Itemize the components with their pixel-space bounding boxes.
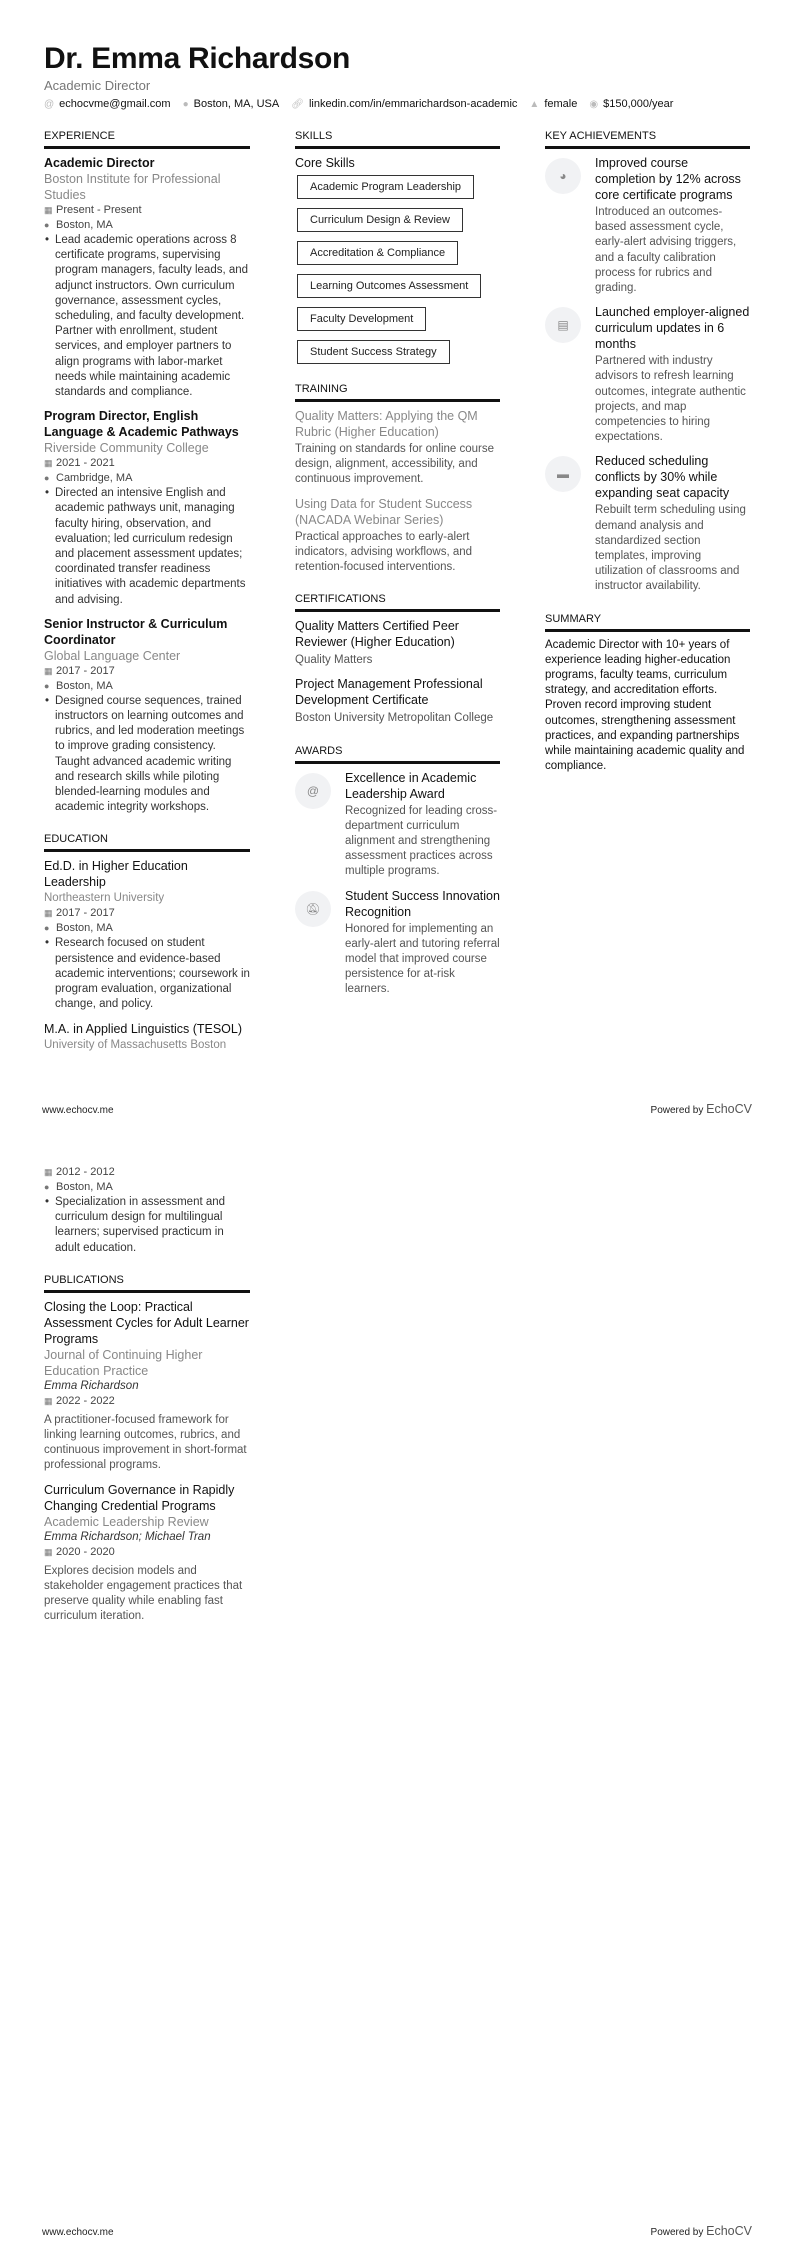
location-icon: ● xyxy=(182,99,189,110)
link-icon: 🔗︎ xyxy=(291,99,304,110)
contact-location: ● Boston, MA, USA xyxy=(182,98,280,110)
location-icon: ● xyxy=(44,1182,50,1192)
school: Northeastern University xyxy=(44,892,165,905)
person-icon: ▲ xyxy=(529,99,540,110)
certification-item: Project Management Professional Development Certificate Boston University Metropolitan College xyxy=(295,677,494,725)
job-role: Academic Director xyxy=(44,156,155,170)
job-dates: ▦ 2021 - 2021 xyxy=(44,457,115,470)
job-org: Global Language Center xyxy=(44,648,181,663)
location-icon: ● xyxy=(44,923,50,934)
publication-item: Closing the Loop: Practical Assessment Cycles for Adult Learner Programs Journal of Continuing Higher Education Practice Emma Richardson ▦ 2022 - 2022 A practitioner-focused framework for linking learning outcomes, rubrics, and continuous improvement in short-format professional programs. xyxy=(44,1299,249,1472)
job-dates: ▦ 2017 - 2017 xyxy=(44,664,115,677)
money-icon: ◉ xyxy=(589,99,599,110)
contact-row xyxy=(44,98,673,110)
chat-icon: ▬ xyxy=(545,456,581,492)
brand-logo: EchoCV xyxy=(706,2224,752,2238)
at-icon: @ xyxy=(44,99,55,110)
section-experience: EXPERIENCE xyxy=(44,130,250,149)
middle-column xyxy=(295,130,500,1006)
calendar-icon: ▦ xyxy=(44,665,53,676)
edu-dates: ▦ 2017 - 2017 xyxy=(44,907,115,920)
edu-bullet: • Research focused on student persistence and evidence-based academic interventions; coursework in program evaluation, organizational change, and policy. xyxy=(44,936,250,1012)
award-item: @ Excellence in Academic Leadership Award Recognized for leading cross-department curriculum alignment and strengthening assessment practices across multiple programs. xyxy=(295,770,500,880)
skill-tag: Student Success Strategy xyxy=(297,340,450,364)
edu-bullet: • Specialization in assessment and curriculum design for multilingual learners; supervised practicum in adult education. xyxy=(44,1195,250,1256)
job-location: ● Boston, MA xyxy=(44,219,113,231)
job-location: ● Cambridge, MA xyxy=(44,472,133,485)
summary-text: Academic Director with 10+ years of experience leading higher-education programs, faculty teams, curriculum strategy, and accreditation efforts. Proven record improving student outcomes, strengthening assessment practices, and expanding partnerships while maintaining academic quality and compliance. xyxy=(545,638,745,773)
publication-item: Curriculum Governance in Rapidly Changing Credential Programs Academic Leadership Review Emma Richardson; Michael Tran ▦ 2020 - 2020 Explores decision models and stakeholder engagement practices that preserve quality while enabling fast curriculum iteration. xyxy=(44,1482,243,1623)
school: University of Massachusetts Boston xyxy=(44,1038,227,1051)
experience-item xyxy=(44,408,250,608)
candidate-name: Dr. Emma Richardson xyxy=(44,42,351,75)
degree: M.A. in Applied Linguistics (TESOL) xyxy=(44,1021,242,1036)
experience-item xyxy=(44,616,250,816)
job-dates: ▦ Present - Present xyxy=(44,204,142,216)
job-org: Boston Institute for Professional Studies xyxy=(44,172,221,202)
edu-location: ● Boston, MA xyxy=(44,1181,113,1193)
calendar-icon: ▦ xyxy=(44,1546,53,1557)
location-icon: ● xyxy=(44,473,50,484)
achievement-item: ▬ Reduced scheduling conflicts by 30% while expanding seat capacity Rebuilt term scheduling using demand analysis and standardized section templates, improving utilization of classrooms and instructor availability. xyxy=(545,453,750,594)
location-icon: ● xyxy=(44,220,50,230)
training-item: Quality Matters: Applying the QM Rubric (Higher Education) Training on standards for online course design, alignment, accessibility, and continuous improvement. xyxy=(295,409,495,486)
section-training: TRAINING xyxy=(295,383,500,402)
skill-tag: Accreditation & Compliance xyxy=(297,241,458,265)
job-org: Riverside Community College xyxy=(44,441,209,456)
skill-tag: Academic Program Leadership xyxy=(297,175,474,199)
section-awards: AWARDS xyxy=(295,745,500,764)
left-column xyxy=(44,130,250,1053)
section-certifications: CERTIFICATIONS xyxy=(295,593,500,612)
job-role: Senior Instructor & Curriculum Coordinator xyxy=(44,616,228,647)
certification-item: Quality Matters Certified Peer Reviewer (Higher Education) Quality Matters xyxy=(295,619,459,667)
skill-tags xyxy=(295,171,500,369)
candidate-title: Academic Director xyxy=(44,78,151,93)
skill-tag: Learning Outcomes Assessment xyxy=(297,274,481,298)
experience-item xyxy=(44,155,250,400)
job-role: Program Director, English Language & Academic Pathways xyxy=(44,409,239,440)
training-item: Using Data for Student Success (NACADA Webinar Series) Practical approaches to early-alert indicators, advising workflows, and retention-focused interventions. xyxy=(295,496,473,574)
right-column xyxy=(545,130,750,774)
degree: Ed.D. in Higher Education Leadership xyxy=(44,859,188,890)
job-bullet: • Lead academic operations across 8 certificate programs, supervising program managers, faculty leads, and adjunct instructors. Own curriculum governance, assessment cycles, scheduling, and faculty development. Partner with enrollment, student services, and employer partners to align programs with labor-market needs while maintaining academic standards and compliance. xyxy=(44,233,250,400)
section-key-achievements: KEY ACHIEVEMENTS xyxy=(545,130,750,149)
calendar-icon: ▦ xyxy=(44,1395,53,1406)
edu-location: ● Boston, MA xyxy=(44,922,113,935)
contact-salary: ◉ $150,000/year xyxy=(589,98,674,110)
contact-email[interactable]: @ echocvme@gmail.com xyxy=(44,98,171,110)
calendar-icon: ▦ xyxy=(44,908,53,919)
section-summary: SUMMARY xyxy=(545,613,750,632)
section-publications: PUBLICATIONS xyxy=(44,1274,250,1293)
calendar-icon: ▦ xyxy=(44,458,53,469)
job-bullet: • Designed course sequences, trained instructors on learning outcomes and rubrics, and led moderation meetings to improve grading consistency. Taught advanced academic writing and research skills while piloting blended-learning modules and academic integrity workshops. xyxy=(44,694,250,816)
job-location: ● Boston, MA xyxy=(44,679,113,692)
education-item-continued xyxy=(44,1165,250,1256)
pie-chart-icon: ◕ xyxy=(545,158,581,194)
at-icon: @ xyxy=(295,773,331,809)
footer-powered[interactable]: Powered by EchoCV xyxy=(650,2224,752,2238)
education-item xyxy=(44,1021,250,1053)
job-bullet: • Directed an intensive English and academic pathways unit, managing faculty hiring, observation, and evaluation; led curriculum redesign and placement assessment updates; coordinated transfer readiness initiatives with academic departments and advising. xyxy=(44,486,250,608)
calendar-icon: ▦ xyxy=(44,1167,53,1177)
left-column-continued xyxy=(44,1165,250,1632)
achievement-item: ◕ Improved course completion by 12% across core certificate programs Introduced an outcomes-based assessment cycle, early-alert advising triggers, and a faculty calibration process for rubrics and grading. xyxy=(545,155,750,296)
footer-powered[interactable]: Powered by EchoCV xyxy=(650,1102,752,1116)
location-icon: ● xyxy=(44,680,50,691)
brand-logo: EchoCV xyxy=(706,1102,752,1116)
calendar-icon: ▦ xyxy=(44,205,53,215)
skill-group: Core Skills xyxy=(295,156,355,170)
section-skills: SKILLS xyxy=(295,130,500,149)
skill-tag: Faculty Development xyxy=(297,307,426,331)
footer-url[interactable]: www.echocv.me xyxy=(42,1105,114,1116)
section-education: EDUCATION xyxy=(44,833,250,852)
award-item: 🔕︎ Student Success Innovation Recognition Honored for implementing an early-alert and tutoring referral model that improved course persistence for at-risk learners. xyxy=(295,888,500,998)
calculator-icon: ▤ xyxy=(545,307,581,343)
footer-url[interactable]: www.echocv.me xyxy=(42,2227,114,2238)
contact-linkedin[interactable]: 🔗︎ linkedin.com/in/emmarichardson-academic xyxy=(291,98,518,110)
education-item xyxy=(44,858,250,1012)
contact-gender: ▲ female xyxy=(529,98,578,110)
achievement-item: ▤ Launched employer-aligned curriculum updates in 6 months Partnered with industry advisors to refresh learning outcomes, integrate authentic projects, and map competencies to hiring expectations. xyxy=(545,304,750,445)
bell-slash-icon: 🔕︎ xyxy=(295,891,331,927)
skill-tag: Curriculum Design & Review xyxy=(297,208,463,232)
edu-dates: ▦ 2012 - 2012 xyxy=(44,1166,115,1178)
